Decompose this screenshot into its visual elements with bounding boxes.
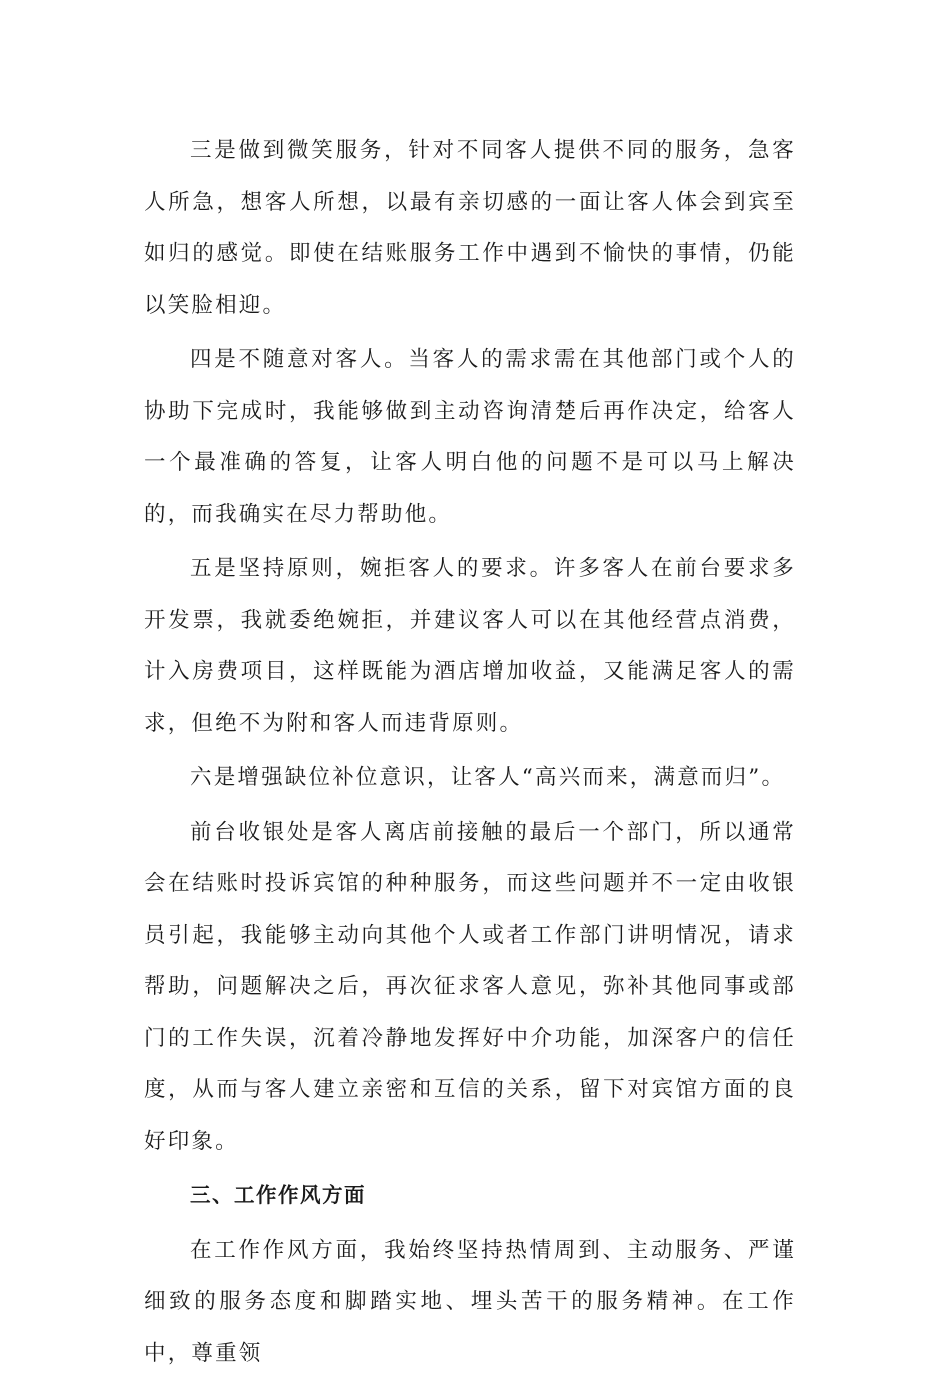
paragraph-principles: 五是坚持原则，婉拒客人的要求。许多客人在前台要求多开发票，我就委绝婉拒，并建议客人可以在其他经营点消费，计入房费项目，这样既能为酒店增加收益，又能满足客人的需求，但绝不为附和客人而违背原则。 bbox=[144, 556, 796, 736]
document-body bbox=[144, 125, 796, 1382]
paragraph-smile-service: 三是做到微笑服务，针对不同客人提供不同的服务，急客人所急，想客人所想，以最有亲切感的一面让客人体会到宾至如归的感觉。即使在结账服务工作中遇到不愉快的事情，仍能以笑脸相迎。 bbox=[144, 138, 796, 318]
paragraph-front-desk: 前台收银处是客人离店前接触的最后一个部门，所以通常会在结账时投诉宾馆的种种服务，而这些问题并不一定由收银员引起，我能够主动向其他个人或者工作部门讲明情况，请求帮助，问题解决之后，再次征求客人意见，弥补其他同事或部门的工作失误，沉着冷静地发挥好中介功能，加深客户的信任度，从而与客人建立亲密和互信的关系，留下对宾馆方面的良好印象。 bbox=[144, 819, 796, 1154]
section-heading: 三、工作作风方面 bbox=[190, 1183, 366, 1207]
paragraph-fill-gaps: 六是增强缺位补位意识，让客人“高兴而来，满意而归”。 bbox=[190, 765, 786, 790]
paragraph-treat-guests: 四是不随意对客人。当客人的需求需在其他部门或个人的协助下完成时，我能够做到主动咨询清楚后再作决定，给客人一个最准确的答复，让客人明白他的问题不是可以马上解决的，而我确实在尽力帮助他。 bbox=[144, 347, 796, 527]
paragraph-work-style: 在工作作风方面，我始终坚持热情周到、主动服务、严谨细致的服务态度和脚踏实地、埋头苦干的服务精神。在工作中，尊重领 bbox=[144, 1237, 796, 1366]
